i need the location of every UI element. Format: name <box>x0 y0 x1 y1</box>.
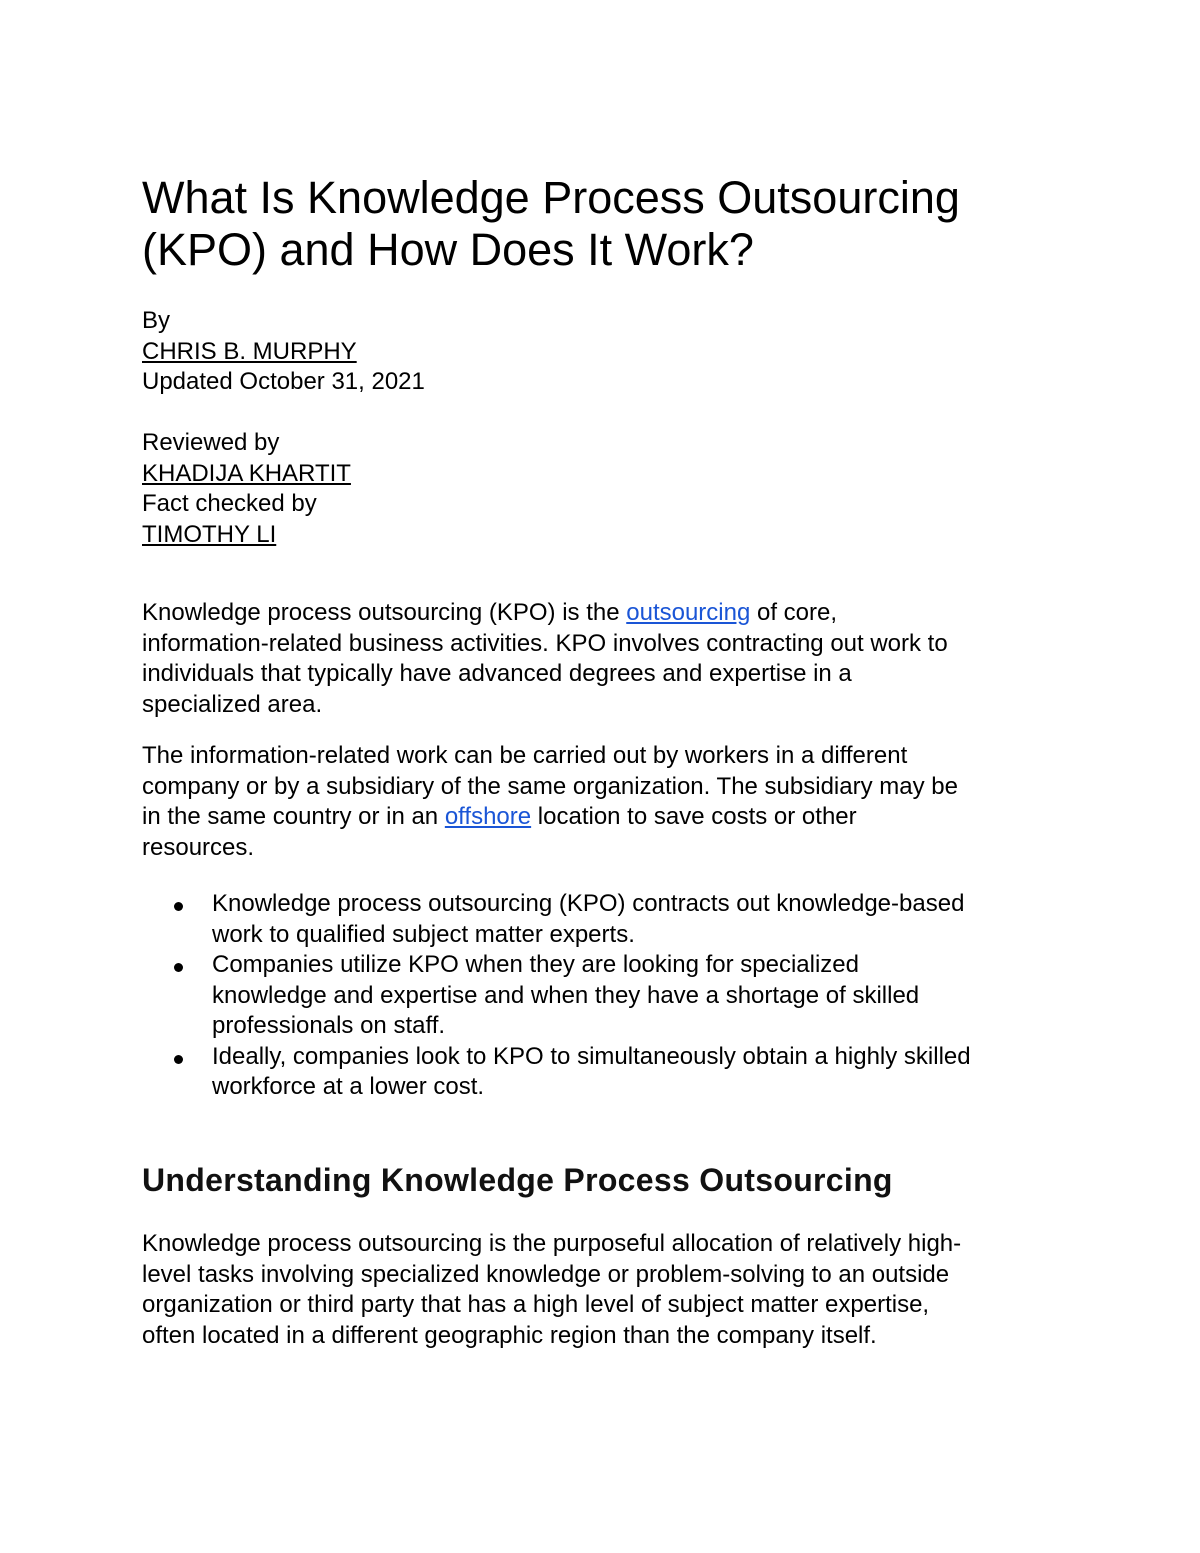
factchecked-label: Fact checked by <box>142 490 317 517</box>
author-block <box>142 306 1042 398</box>
intro-paragraph <box>142 598 1067 720</box>
paragraph-text: in the same country or in an <box>142 803 445 830</box>
list-item-text: knowledge and expertise and when they have a shortage of skilled <box>212 981 920 1009</box>
paragraph-text: company or by a subsidiary of the same organization. The subsidiary may be <box>142 772 958 800</box>
second-paragraph <box>142 741 1067 863</box>
list-item <box>142 889 1072 950</box>
list-item-text: Knowledge process outsourcing (KPO) contracts out knowledge-based <box>212 890 965 917</box>
intro-text: individuals that typically have advanced degrees and expertise in a <box>142 660 852 687</box>
list-item-text: professionals on staff. <box>212 1012 446 1039</box>
article-title <box>142 172 1072 276</box>
list-item <box>142 950 1072 1042</box>
bullet-icon <box>174 963 183 972</box>
intro-text: of core, <box>750 599 838 626</box>
title-line-2: (KPO) and How Does It Work? <box>142 224 754 275</box>
list-item-text: Ideally, companies look to KPO to simultaneously obtain a highly skilled <box>212 1042 971 1070</box>
intro-text: information-related business activities. KPO involves contracting out work to <box>142 629 948 657</box>
intro-text: Knowledge process outsourcing (KPO) is the <box>142 599 627 626</box>
outsourcing-link[interactable]: outsourcing <box>626 599 751 626</box>
author-link[interactable]: CHRIS B. MURPHY <box>142 337 357 365</box>
reviewed-label: Reviewed by <box>142 429 280 456</box>
paragraph-text: level tasks involving specialized knowledge or problem-solving to an outside <box>142 1260 950 1288</box>
paragraph-text: often located in a different geographic region than the company itself. <box>142 1321 877 1349</box>
offshore-link[interactable]: offshore <box>444 803 532 830</box>
bullet-icon <box>174 902 183 911</box>
title-line-1: What Is Knowledge Process Outsourcing <box>142 172 960 223</box>
paragraph-text: location to save costs or other <box>531 803 857 830</box>
list-item-text: Companies utilize KPO when they are looking for specialized <box>212 951 860 978</box>
list-item-text: workforce at a lower cost. <box>212 1073 485 1100</box>
list-item <box>142 1042 1072 1103</box>
updated-date: Updated October 31, 2021 <box>142 368 425 395</box>
section-paragraph <box>142 1229 1067 1351</box>
review-block <box>142 428 1042 550</box>
by-label: By <box>142 307 171 334</box>
bullet-icon <box>174 1055 183 1064</box>
key-takeaways-list <box>142 889 1072 1103</box>
section-heading: Understanding Knowledge Process Outsourcing <box>142 1162 893 1198</box>
reviewer-link[interactable]: KHADIJA KHARTIT <box>142 459 351 487</box>
paragraph-text: organization or third party that has a high level of subject matter expertise, <box>142 1291 930 1318</box>
factchecker-link[interactable]: TIMOTHY LI <box>142 520 277 548</box>
paragraph-text: The information-related work can be carried out by workers in a different <box>142 742 908 769</box>
paragraph-text: Knowledge process outsourcing is the purposeful allocation of relatively high- <box>142 1230 962 1257</box>
paragraph-text: resources. <box>142 833 255 861</box>
intro-text: specialized area. <box>142 690 323 718</box>
list-item-text: work to qualified subject matter experts. <box>212 920 635 948</box>
